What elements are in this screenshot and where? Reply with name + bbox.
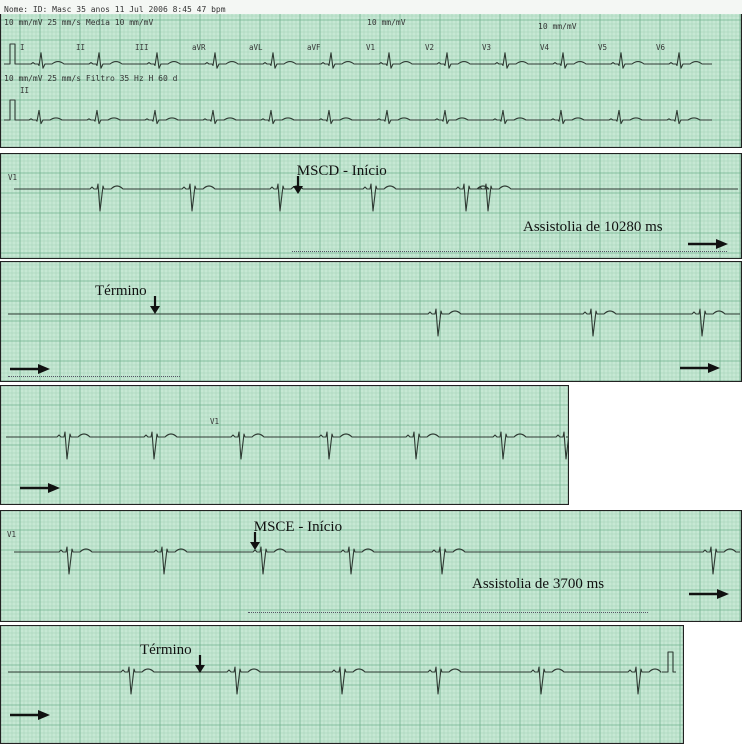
annotation-end-text: Término (140, 642, 192, 658)
filter-settings-row: 10 mm/mV 25 mm/s Filtro 35 Hz H 60 d (4, 74, 178, 83)
lead-label: aVR (192, 43, 206, 52)
lead-label: V1 (210, 417, 220, 426)
ecg-grid-strip-3 (0, 385, 569, 505)
rhythm-lead-label: II (20, 86, 30, 95)
lead-label: III (135, 43, 149, 52)
annotation-start-text: MSCE - Início (253, 519, 343, 535)
ecg-grid-strip-5 (0, 625, 684, 744)
arrow-right-icon (688, 238, 728, 250)
lead-label: I (20, 43, 25, 52)
arrow-right-icon (10, 709, 50, 721)
annotation-start-text: MSCD - Início (296, 163, 387, 179)
asystole-interval-line (292, 251, 727, 252)
annotation-end (95, 284, 150, 299)
rhythm-strip-recovery (0, 385, 569, 505)
lead-label: aVL (249, 43, 263, 52)
lead-label: V1 (8, 173, 18, 182)
rhythm-strip-end (0, 625, 684, 744)
lead-label: V4 (540, 43, 550, 52)
annotation-start (293, 164, 387, 179)
rhythm-strip-msc-left (0, 510, 742, 622)
twelve-lead-ecg-panel (0, 0, 742, 148)
asystole-interval-line (8, 376, 180, 377)
lead-label: V2 (425, 43, 435, 52)
annotation-start (250, 520, 342, 535)
calibration-row-left: 10 mm/mV 25 mm/s Media 10 mm/mV (4, 18, 154, 27)
annotation-asystole: Assistolia de 10280 ms (523, 219, 663, 235)
arrow-right-icon (680, 362, 720, 374)
rhythm-strip-continuation (0, 261, 742, 382)
patient-header-row: Nome: ID: Masc 35 anos 11 Jul 2006 8:45 47 bpm (4, 5, 226, 14)
arrow-right-icon (20, 482, 60, 494)
lead-label: V6 (656, 43, 666, 52)
lead-label: II (76, 43, 86, 52)
asystole-interval-line (248, 612, 648, 613)
ecg-grid-strip-4 (0, 510, 742, 622)
calibration-row-right: 10 mm/mV (538, 22, 577, 31)
ecg-paper (0, 261, 742, 382)
arrow-right-icon (10, 363, 50, 375)
lead-label: aVF (307, 43, 321, 52)
ecg-grid-strip-2 (0, 261, 742, 382)
ecg-paper (0, 625, 684, 744)
annotation-end-text: Término (95, 283, 147, 299)
rhythm-strip-msc-right (0, 153, 742, 259)
arrow-right-icon (689, 588, 729, 600)
calibration-row-mid: 10 mm/mV (367, 18, 406, 27)
lead-label: V1 (7, 530, 17, 539)
annotation-end (140, 643, 195, 658)
lead-label: V1 (366, 43, 376, 52)
annotation-asystole: Assistolia de 3700 ms (472, 576, 605, 592)
lead-label: V5 (598, 43, 608, 52)
lead-label: V3 (482, 43, 492, 52)
